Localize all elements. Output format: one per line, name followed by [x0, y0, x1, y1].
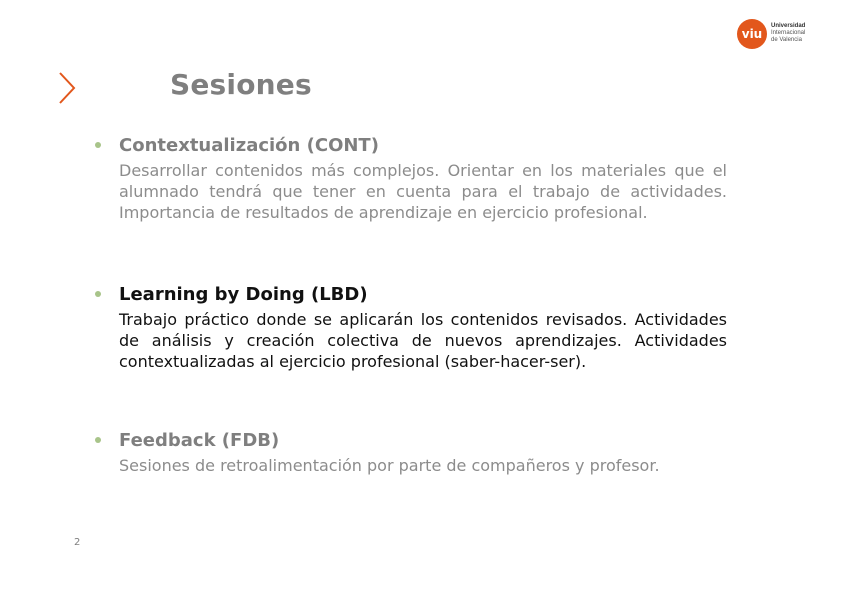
chevron-right-icon [56, 70, 78, 106]
list-item-fdb [95, 427, 727, 476]
logo-line-3: de Valencia [771, 37, 802, 43]
bullet-icon [95, 291, 101, 297]
list-item-cont [95, 132, 727, 223]
page-number: 2 [74, 537, 81, 548]
bullet-icon [95, 142, 101, 148]
university-logo [737, 19, 817, 55]
logo-line-1: Universidad [771, 23, 806, 29]
item-heading: Contextualización (CONT) [119, 135, 379, 156]
slide-title: Sesiones [170, 68, 312, 101]
item-description: Desarrollar contenidos más complejos. Orientar en los materiales que el alumnado tendrá que tener en cuenta para el trabajo de actividades. Importancia de resultados de aprendizaje en ejercicio profesional. [119, 161, 727, 222]
item-description: Trabajo práctico donde se aplicarán los contenidos revisados. Actividades de análisis y creación colectiva de nuevos aprendizajes. Actividades contextualizadas al ejercicio profesional (saber-hacer-ser). [119, 310, 727, 371]
bullet-icon [95, 437, 101, 443]
list-item-lbd [95, 281, 727, 372]
item-heading: Feedback (FDB) [119, 430, 280, 451]
item-heading: Learning by Doing (LBD) [119, 284, 368, 305]
logo-mark: viu [737, 19, 767, 49]
logo-line-2: Internacional [771, 30, 806, 36]
item-description: Sesiones de retroalimentación por parte de compañeros y profesor. [119, 456, 660, 475]
logo-wordmark [771, 23, 805, 44]
